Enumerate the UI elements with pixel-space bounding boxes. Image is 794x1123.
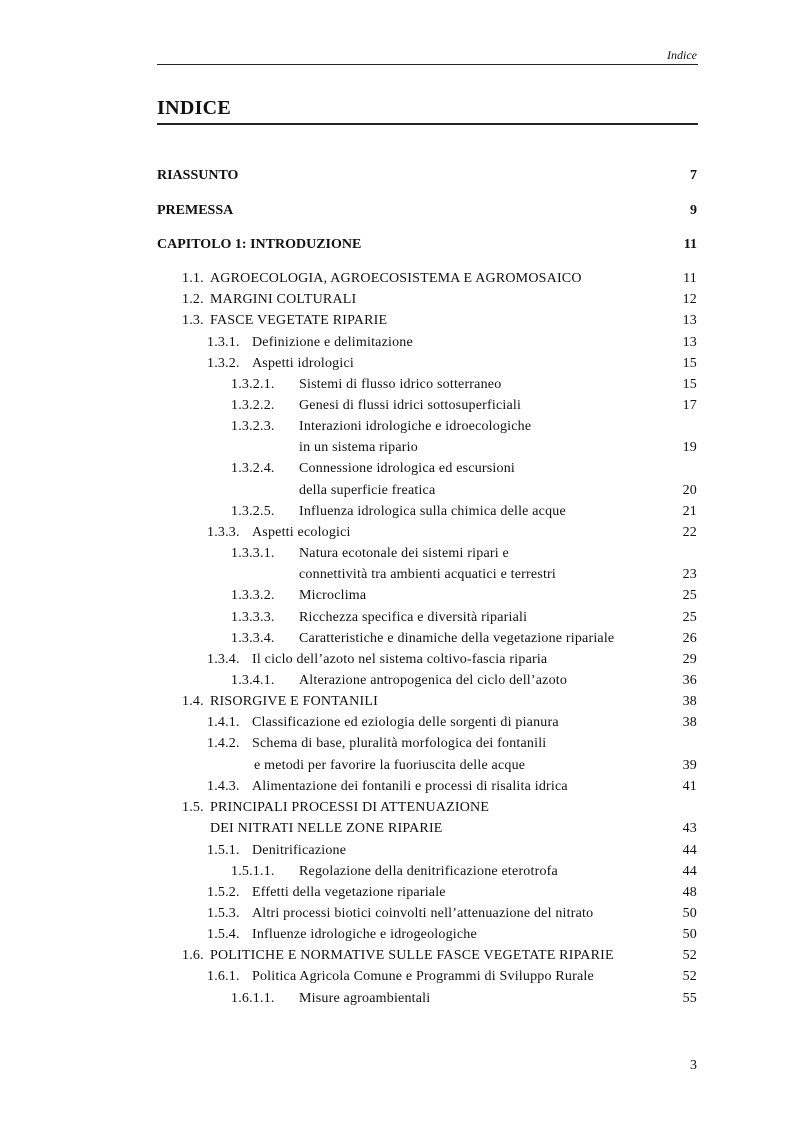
toc-entry-title: RISORGIVE E FONTANILI bbox=[210, 694, 378, 709]
toc-entry-number: 1.3.2.2. bbox=[231, 398, 275, 413]
toc-entry-number: 1.5.1.1. bbox=[231, 864, 275, 879]
toc-entry-number: 1.4.1. bbox=[207, 715, 240, 730]
toc-entry-number: 1.3.2.4. bbox=[231, 461, 275, 476]
page-number: 3 bbox=[690, 1058, 697, 1073]
toc-entry bbox=[157, 355, 697, 373]
title-rule bbox=[157, 123, 698, 125]
toc-entry-number: 1.3.4.1. bbox=[231, 673, 275, 688]
toc-entry-page: 22 bbox=[682, 525, 697, 540]
toc-entry bbox=[157, 418, 697, 436]
toc-entry-title: Il ciclo dell’azoto nel sistema coltivo-fascia riparia bbox=[252, 652, 548, 667]
toc-entry bbox=[157, 842, 697, 860]
toc-entry-page: 23 bbox=[682, 567, 697, 582]
toc-entry-title: Misure agroambientali bbox=[299, 991, 431, 1006]
toc-entry-page: 15 bbox=[682, 356, 697, 371]
toc-entry-title: MARGINI COLTURALI bbox=[210, 292, 357, 307]
toc-entry-title: Definizione e delimitazione bbox=[252, 335, 413, 350]
toc-entry-title: DEI NITRATI NELLE ZONE RIPARIE bbox=[210, 821, 443, 836]
toc-entry-page: 7 bbox=[690, 168, 697, 183]
toc-entry-page: 25 bbox=[682, 588, 697, 603]
toc-entry-page: 41 bbox=[682, 779, 697, 794]
toc-entry bbox=[157, 334, 697, 352]
toc-entry-number: 1.3.3.4. bbox=[231, 631, 275, 646]
toc-entry-number: 1.3.3.3. bbox=[231, 610, 275, 625]
page-title: INDICE bbox=[157, 97, 232, 119]
toc-entry-number: 1.4. bbox=[182, 694, 204, 709]
toc-entry bbox=[157, 735, 697, 753]
toc-entry-title: Denitrificazione bbox=[252, 843, 347, 858]
toc-entry-number: 1.6.1.1. bbox=[231, 991, 275, 1006]
toc-entry-title: Natura ecotonale dei sistemi ripari e bbox=[299, 546, 509, 561]
toc-entry-title: Regolazione della denitrificazione eterotrofa bbox=[299, 864, 558, 879]
toc-entry-number: 1.3.4. bbox=[207, 652, 240, 667]
toc-entry-number: 1.6. bbox=[182, 948, 204, 963]
toc-entry-number: 1.5.2. bbox=[207, 885, 240, 900]
toc-entry-page: 52 bbox=[682, 969, 697, 984]
toc-entry-title: Aspetti ecologici bbox=[252, 525, 351, 540]
toc-entry-number: 1.3.3.2. bbox=[231, 588, 275, 603]
toc-entry bbox=[157, 947, 697, 965]
toc-entry-page: 38 bbox=[682, 694, 697, 709]
toc-entry bbox=[157, 291, 697, 309]
toc-entry bbox=[157, 482, 697, 500]
toc-entry-number: 1.3.1. bbox=[207, 335, 240, 350]
toc-entry-page: 11 bbox=[683, 271, 697, 286]
toc-entry-number: 1.6.1. bbox=[207, 969, 240, 984]
toc-entry-page: 15 bbox=[682, 377, 697, 392]
toc-entry-page: 25 bbox=[682, 610, 697, 625]
toc-entry-page: 38 bbox=[682, 715, 697, 730]
toc-entry-title: Altri processi biotici coinvolti nell’attenuazione del nitrato bbox=[252, 906, 594, 921]
toc-entry-title: FASCE VEGETATE RIPARIE bbox=[210, 313, 388, 328]
toc-entry bbox=[157, 202, 697, 220]
toc-entry-number: 1.5.4. bbox=[207, 927, 240, 942]
header-rule bbox=[157, 64, 698, 65]
toc-entry-page: 50 bbox=[682, 927, 697, 942]
toc-entry-number: 1.3.3.1. bbox=[231, 546, 275, 561]
toc-entry-page: 13 bbox=[682, 335, 697, 350]
toc-entry bbox=[157, 714, 697, 732]
toc-entry bbox=[157, 167, 697, 185]
toc-entry bbox=[157, 312, 697, 330]
toc-entry-title: Microclima bbox=[299, 588, 367, 603]
toc-entry-title: Connessione idrologica ed escursioni bbox=[299, 461, 515, 476]
toc-entry-number: 1.5.1. bbox=[207, 843, 240, 858]
toc-entry bbox=[157, 397, 697, 415]
toc-entry-title: CAPITOLO 1: INTRODUZIONE bbox=[157, 237, 362, 252]
toc-entry bbox=[157, 926, 697, 944]
toc-entry-title: Interazioni idrologiche e idroecologiche bbox=[299, 419, 532, 434]
toc-entry-number: 1.3.2.3. bbox=[231, 419, 275, 434]
toc-entry-page: 29 bbox=[682, 652, 697, 667]
toc-entry bbox=[157, 236, 697, 254]
toc-entry-number: 1.2. bbox=[182, 292, 204, 307]
toc-entry bbox=[157, 757, 697, 775]
toc-entry-page: 43 bbox=[682, 821, 697, 836]
toc-entry bbox=[157, 439, 697, 457]
toc-entry-page: 21 bbox=[682, 504, 697, 519]
toc-entry bbox=[157, 672, 697, 690]
toc-entry bbox=[157, 270, 697, 288]
toc-entry-page: 11 bbox=[683, 237, 697, 252]
toc-entry-number: 1.1. bbox=[182, 271, 204, 286]
toc-entry-page: 44 bbox=[682, 843, 697, 858]
toc-entry-page: 13 bbox=[682, 313, 697, 328]
toc-entry-title: Sistemi di flusso idrico sotterraneo bbox=[299, 377, 502, 392]
toc-entry bbox=[157, 545, 697, 563]
toc-entry-title: in un sistema ripario bbox=[299, 440, 418, 455]
toc-entry-page: 26 bbox=[682, 631, 697, 646]
toc-entry-title: Ricchezza specifica e diversità ripariali bbox=[299, 610, 528, 625]
toc-entry-number: 1.4.2. bbox=[207, 736, 240, 751]
toc-entry-page: 52 bbox=[682, 948, 697, 963]
toc-entry-title: PREMESSA bbox=[157, 203, 234, 218]
toc-entry bbox=[157, 566, 697, 584]
toc-entry-title: Influenze idrologiche e idrogeologiche bbox=[252, 927, 477, 942]
toc-entry-title: e metodi per favorire la fuoriuscita delle acque bbox=[254, 758, 526, 773]
toc-entry-page: 39 bbox=[682, 758, 697, 773]
toc-entry-title: Alterazione antropogenica del ciclo dell’azoto bbox=[299, 673, 568, 688]
toc-entry-number: 1.5. bbox=[182, 800, 204, 815]
toc-entry-title: AGROECOLOGIA, AGROECOSISTEMA E AGROMOSAICO bbox=[210, 271, 582, 286]
toc-entry-page: 36 bbox=[682, 673, 697, 688]
toc-entry-page: 44 bbox=[682, 864, 697, 879]
toc-entry-title: Alimentazione dei fontanili e processi di risalita idrica bbox=[252, 779, 568, 794]
toc-entry bbox=[157, 587, 697, 605]
toc-entry-title: Politica Agricola Comune e Programmi di Sviluppo Rurale bbox=[252, 969, 594, 984]
toc-entry-page: 55 bbox=[682, 991, 697, 1006]
toc-entry-number: 1.5.3. bbox=[207, 906, 240, 921]
toc-entry-number: 1.3.2. bbox=[207, 356, 240, 371]
toc-entry bbox=[157, 799, 697, 817]
toc-entry-page: 17 bbox=[682, 398, 697, 413]
toc-entry bbox=[157, 778, 697, 796]
toc-entry-number: 1.3. bbox=[182, 313, 204, 328]
toc-entry-page: 12 bbox=[682, 292, 697, 307]
toc-entry-number: 1.4.3. bbox=[207, 779, 240, 794]
toc-entry bbox=[157, 503, 697, 521]
toc-entry bbox=[157, 524, 697, 542]
toc-entry-title: PRINCIPALI PROCESSI DI ATTENUAZIONE bbox=[210, 800, 490, 815]
toc-entry bbox=[157, 968, 697, 986]
toc-entry-title: RIASSUNTO bbox=[157, 168, 239, 183]
toc-entry bbox=[157, 905, 697, 923]
toc-entry-title: Aspetti idrologici bbox=[252, 356, 354, 371]
toc-entry-title: connettività tra ambienti acquatici e terrestri bbox=[299, 567, 557, 582]
toc-entry-title: Schema di base, pluralità morfologica dei fontanili bbox=[252, 736, 547, 751]
toc-entry-title: Genesi di flussi idrici sottosuperficiali bbox=[299, 398, 522, 413]
toc-entry bbox=[157, 651, 697, 669]
toc-entry-title: Caratteristiche e dinamiche della vegetazione ripariale bbox=[299, 631, 615, 646]
toc-entry bbox=[157, 820, 697, 838]
toc-entry-title: Classificazione ed eziologia delle sorgenti di pianura bbox=[252, 715, 559, 730]
toc-entry bbox=[157, 693, 697, 711]
toc-entry bbox=[157, 884, 697, 902]
toc-entry-title: POLITICHE E NORMATIVE SULLE FASCE VEGETATE RIPARIE bbox=[210, 948, 614, 963]
toc-entry bbox=[157, 630, 697, 648]
toc-entry bbox=[157, 376, 697, 394]
toc-entry bbox=[157, 609, 697, 627]
toc-entry-number: 1.3.2.1. bbox=[231, 377, 275, 392]
running-header: Indice bbox=[667, 48, 697, 62]
toc-entry-title: Influenza idrologica sulla chimica delle acque bbox=[299, 504, 566, 519]
toc-entry-page: 19 bbox=[682, 440, 697, 455]
toc-entry-page: 9 bbox=[690, 203, 697, 218]
toc-entry-title: Effetti della vegetazione ripariale bbox=[252, 885, 446, 900]
toc-entry bbox=[157, 460, 697, 478]
toc-entry bbox=[157, 863, 697, 881]
toc-entry-page: 48 bbox=[682, 885, 697, 900]
toc-entry-number: 1.3.2.5. bbox=[231, 504, 275, 519]
toc-entry-title: della superficie freatica bbox=[299, 483, 436, 498]
toc-entry bbox=[157, 990, 697, 1008]
toc-entry-page: 50 bbox=[682, 906, 697, 921]
toc-entry-page: 20 bbox=[682, 483, 697, 498]
toc-entry-number: 1.3.3. bbox=[207, 525, 240, 540]
